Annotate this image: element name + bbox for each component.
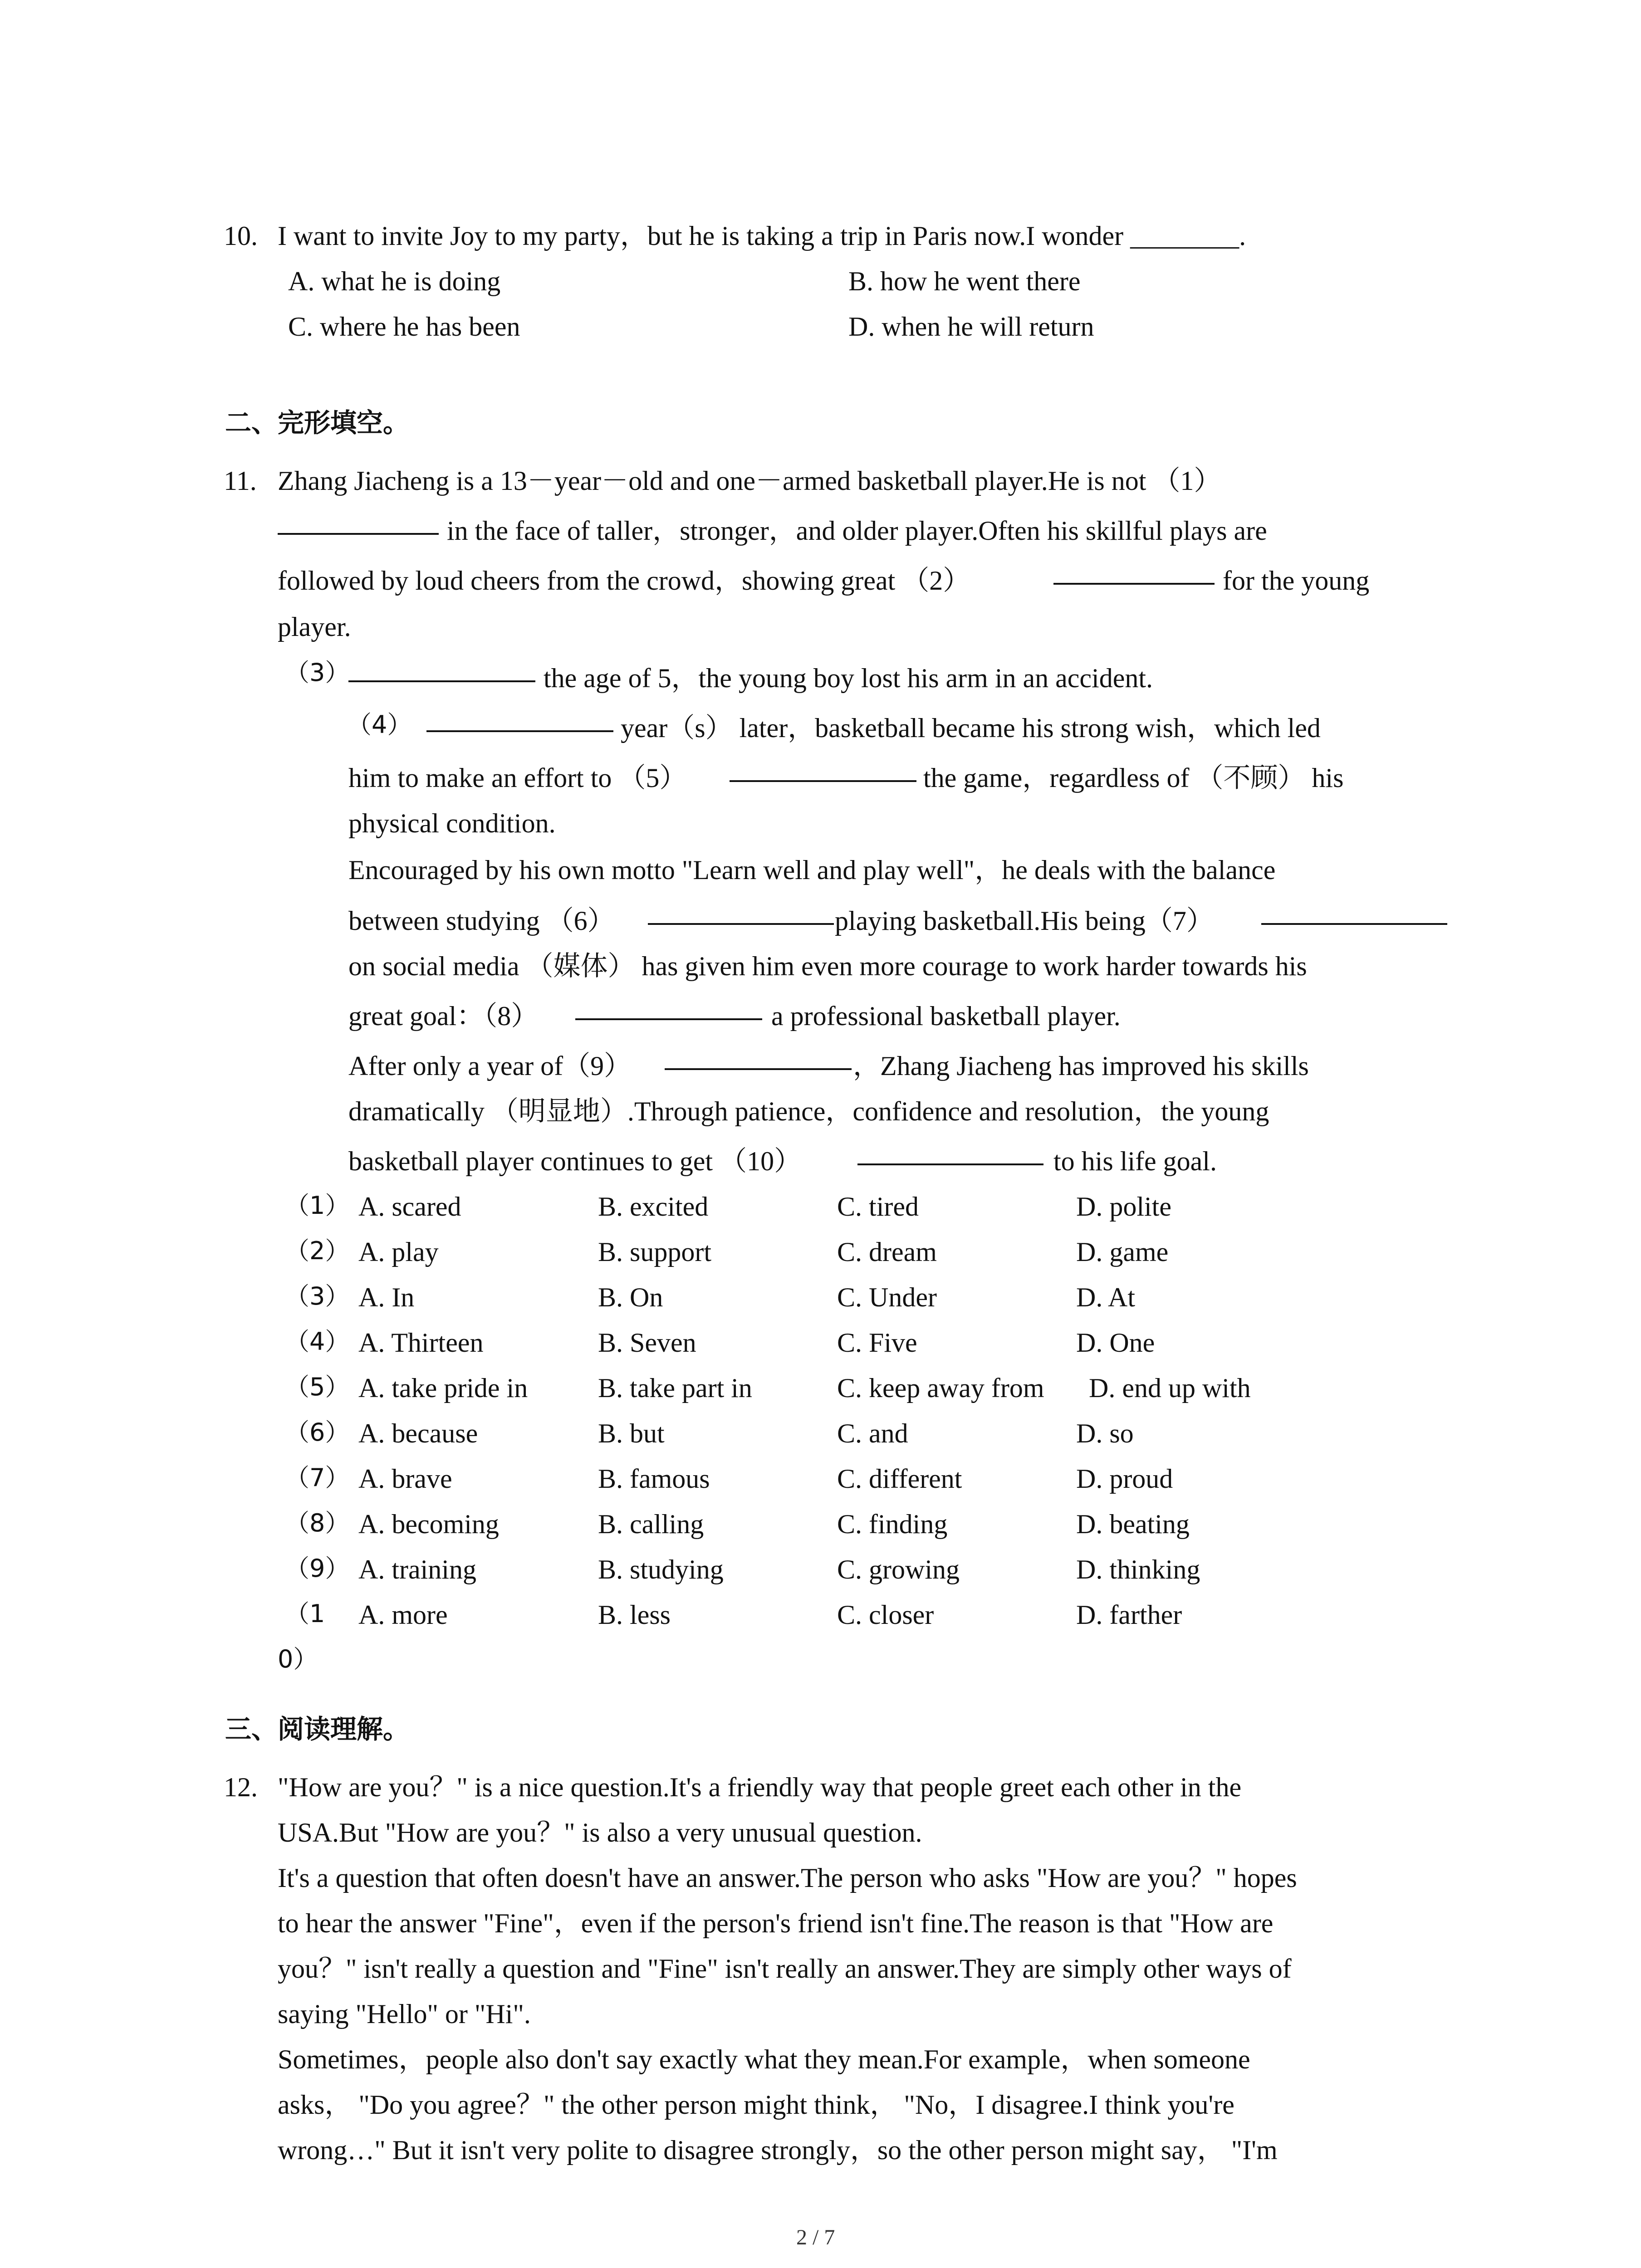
option-row-1-d: D. polite <box>1076 1192 1171 1222</box>
option-row-7-d: D. proud <box>1076 1464 1173 1494</box>
passage-line-15b: to his life goal. <box>1053 1146 1217 1176</box>
option-row-7-num: （7） <box>285 1463 350 1492</box>
blank-1 <box>278 506 439 537</box>
option-row-10-d: D. farther <box>1076 1600 1182 1630</box>
blank-7 <box>1261 896 1447 927</box>
option-row-4-a: A. Thirteen <box>358 1328 484 1358</box>
passage-line-8: physical condition. <box>348 808 556 838</box>
option-row-5-a: A. take pride in <box>358 1373 528 1403</box>
option-row-9-a: A. training <box>358 1554 476 1584</box>
option-row-6-d: D. so <box>1076 1418 1134 1448</box>
blank-3-label: （3） <box>285 658 350 687</box>
option-row-10-c: C. closer <box>837 1600 934 1630</box>
option-row-4-d: D. One <box>1076 1328 1155 1358</box>
passage-line-10: between studying （6） <box>348 906 615 936</box>
option-row-2-a: A. play <box>358 1237 439 1267</box>
option-row-8-a: A. becoming <box>358 1509 499 1539</box>
passage-line-13b: ，Zhang Jiacheng has improved his skills <box>853 1051 1309 1081</box>
passage-line-11: on social media （媒体） has given him even more courage to work harder towards his <box>348 951 1307 981</box>
q10-number: 10. <box>224 221 258 251</box>
passage-line-3: followed by loud cheers from the crowd，showing great （2） <box>278 566 970 596</box>
q11-number: 11. <box>224 466 257 496</box>
option-row-3-a: A. In <box>358 1282 415 1312</box>
blank-10 <box>857 1136 1043 1168</box>
option-row-7-c: C. different <box>837 1464 962 1494</box>
reading-line-6: saying "Hello" or "Hi". <box>278 1999 531 2029</box>
q10-option-b: B. how he went there <box>848 266 1081 296</box>
option-row-5-c: C. keep away from <box>837 1373 1044 1403</box>
blank-3 <box>348 653 535 684</box>
option-row-2-num: （2） <box>285 1237 350 1265</box>
option-row-4-num: （4） <box>285 1327 350 1356</box>
option-row-2-c: C. dream <box>837 1237 937 1267</box>
passage-line-10b: playing basketball.His being（7） <box>835 906 1214 936</box>
reading-line-3: It's a question that often doesn't have an answer.The person who asks "How are you？" hopes <box>278 1863 1297 1893</box>
reading-line-7: Sometimes，people also don't say exactly what they mean.For example，when someone <box>278 2044 1250 2074</box>
passage-line-13: After only a year of（9） <box>348 1051 632 1081</box>
blank-9 <box>665 1041 852 1072</box>
option-row-5-b: B. take part in <box>598 1373 752 1403</box>
q12-number: 12. <box>224 1772 258 1802</box>
option-row-10-num-tail: 0） <box>278 1645 318 1673</box>
passage-line-1: Zhang Jiacheng is a 13－year－old and one－armed basketball player.He is not （1） <box>278 466 1221 496</box>
option-row-9-d: D. thinking <box>1076 1554 1200 1584</box>
page-number: 2 / 7 <box>796 2225 835 2249</box>
option-row-2-d: D. game <box>1076 1237 1169 1267</box>
option-row-3-d: D. At <box>1076 1282 1136 1312</box>
blank-4 <box>426 703 613 734</box>
option-row-5-d: D. end up with <box>1089 1373 1251 1403</box>
option-row-1-a: A. scared <box>358 1192 461 1222</box>
passage-line-12: great goal：（8） <box>348 1001 539 1031</box>
option-row-3-c: C. Under <box>837 1282 937 1312</box>
option-row-2-b: B. support <box>598 1237 712 1267</box>
passage-line-5: the age of 5，the young boy lost his arm in an accident. <box>544 663 1153 693</box>
reading-line-1: "How are you？" is a nice question.It's a friendly way that people greet each other in the <box>278 1772 1242 1802</box>
option-row-3-b: B. On <box>598 1282 663 1312</box>
q10-option-d: D. when he will return <box>848 312 1094 342</box>
option-row-6-num: （6） <box>285 1418 350 1447</box>
option-row-1-c: C. tired <box>837 1192 919 1222</box>
option-row-10-a: A. more <box>358 1600 448 1630</box>
option-row-1-b: B. excited <box>598 1192 709 1222</box>
option-row-7-b: B. famous <box>598 1464 710 1494</box>
section3-heading: 三、阅读理解。 <box>225 1714 410 1745</box>
passage-line-7b: the game，regardless of （不顾） his <box>923 763 1344 793</box>
passage-line-4: player. <box>278 612 351 642</box>
blank-4-label: （4） <box>347 710 412 739</box>
reading-line-2: USA.But "How are you？" is also a very unusual question. <box>278 1818 922 1848</box>
option-row-6-b: B. but <box>598 1418 665 1448</box>
option-row-8-num: （8） <box>285 1509 350 1537</box>
reading-line-9: wrong…" But it isn't very polite to disagree strongly，so the other person might say， "I'm <box>278 2135 1278 2165</box>
passage-line-15: basketball player continues to get （10） <box>348 1146 802 1176</box>
option-row-10-num: （1 <box>285 1599 325 1628</box>
option-row-8-c: C. finding <box>837 1509 948 1539</box>
option-row-9-num: （9） <box>285 1554 350 1583</box>
option-row-4-c: C. Five <box>837 1328 917 1358</box>
blank-5 <box>730 753 916 784</box>
option-row-5-num: （5） <box>285 1373 350 1401</box>
option-row-9-b: B. studying <box>598 1554 724 1584</box>
option-row-8-d: D. beating <box>1076 1509 1190 1539</box>
option-row-9-c: C. growing <box>837 1554 960 1584</box>
option-row-4-b: B. Seven <box>598 1328 696 1358</box>
reading-line-8: asks， "Do you agree？" the other person might think， "No，I disagree.I think you're <box>278 2090 1234 2120</box>
option-row-8-b: B. calling <box>598 1509 704 1539</box>
blank-2 <box>1053 556 1215 587</box>
option-row-10-b: B. less <box>598 1600 671 1630</box>
passage-line-3b: for the young <box>1223 566 1370 596</box>
option-row-3-num: （3） <box>285 1282 350 1310</box>
passage-line-7: him to make an effort to （5） <box>348 763 687 793</box>
passage-line-6: year（s） later，basketball became his strong wish，which led <box>621 713 1321 743</box>
q10-stem: I want to invite Joy to my party，but he is taking a trip in Paris now.I wonder ________. <box>278 221 1246 251</box>
option-row-6-a: A. because <box>358 1418 478 1448</box>
option-row-1-num: （1） <box>285 1191 350 1220</box>
option-row-6-c: C. and <box>837 1418 908 1448</box>
section2-heading: 二、完形填空。 <box>225 407 410 438</box>
reading-line-4: to hear the answer "Fine"，even if the person's friend isn't fine.The reason is that "How are <box>278 1908 1274 1938</box>
passage-line-12b: a professional basketball player. <box>771 1001 1121 1031</box>
passage-line-2: in the face of taller，stronger，and older player.Often his skillful plays are <box>447 516 1267 546</box>
blank-6 <box>648 896 834 927</box>
reading-line-5: you？" isn't really a question and "Fine" isn't really an answer.They are simply other ways of <box>278 1954 1292 1984</box>
passage-line-14: dramatically （明显地）.Through patience，confidence and resolution，the young <box>348 1096 1269 1126</box>
q10-option-c: C. where he has been <box>288 312 520 342</box>
q10-option-a: A. what he is doing <box>288 266 501 296</box>
option-row-7-a: A. brave <box>358 1464 452 1494</box>
blank-8 <box>575 991 762 1022</box>
passage-line-9: Encouraged by his own motto "Learn well and play well"，he deals with the balance <box>348 855 1276 885</box>
